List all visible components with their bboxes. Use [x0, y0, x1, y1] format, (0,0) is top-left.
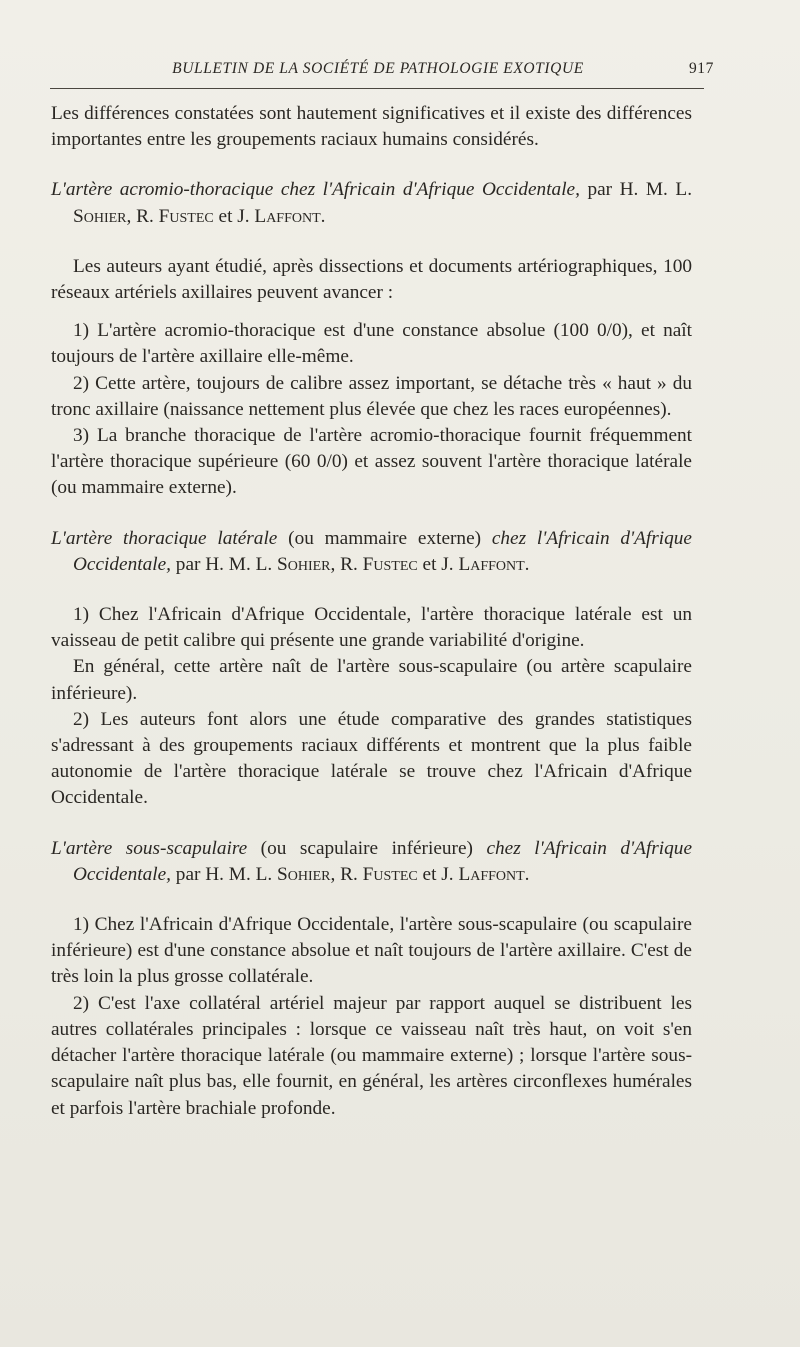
author-name: Laffont [254, 205, 321, 227]
journal-title: BULLETIN DE LA SOCIÉTÉ DE PATHOLOGIE EXOTIQUE [172, 60, 584, 77]
author-name: Sohier [277, 863, 331, 885]
article-title-aside: (ou scapulaire inférieure) [247, 837, 487, 859]
authors-prefix: par H. M. L. [170, 863, 278, 885]
author-separator: et J. [417, 863, 459, 885]
article-heading [51, 526, 692, 578]
article-heading [51, 836, 692, 888]
author-name: Fustec [158, 205, 214, 227]
paragraph: Les différences constatées sont hautement significatives et il existe des différences importantes entre les groupements raciaux humains considérés. [51, 103, 692, 151]
article-heading [51, 177, 692, 229]
author-name: Fustec [362, 553, 418, 575]
authors-prefix: par H. M. L. [170, 553, 278, 575]
author-end: . [524, 553, 530, 575]
article-title: chez l'Africain d'Afrique Occidentale, [73, 837, 692, 885]
author-name: Sohier [73, 205, 127, 227]
author-separator: , R. [330, 553, 363, 575]
author-end: . [524, 863, 530, 885]
header-rule [50, 88, 704, 89]
authors-prefix: par H. M. L. [587, 179, 693, 201]
article-title: L'artère sous-scapulaire [51, 837, 248, 859]
author-name: Laffont [458, 863, 525, 885]
article-title-aside: (ou mammaire externe) [277, 527, 492, 549]
author-separator: , R. [330, 863, 363, 885]
paragraph: 2) Les auteurs font alors une étude comparative des grandes statistiques s'adressant à des groupements raciaux différents et montrent que la plus faible autonomie de l'artère thoracique latérale se trouve chez l'Africain d'Afrique Occidentale. [51, 708, 692, 809]
author-name: Sohier [277, 553, 331, 575]
author-separator: et J. [213, 205, 255, 227]
author-end: . [320, 205, 326, 227]
article-title: L'artère thoracique latérale [51, 527, 278, 549]
paragraph: 3) La branche thoracique de l'artère acromio-thoracique fournit fréquemment l'artère thoracique supérieure (60 0/0) et assez souvent l'artère thoracique latérale (ou mammaire externe). [51, 425, 692, 499]
page-number: 917 [688, 60, 714, 77]
article-title: L'artère acromio-thoracique chez l'Africain d'Afrique Occidentale, [51, 179, 580, 201]
paragraph: 1) Chez l'Africain d'Afrique Occidentale, l'artère thoracique latérale est un vaisseau de petit calibre qui présente une grande variabilité d'origine. [51, 604, 692, 652]
page-body [51, 101, 692, 1122]
paragraph: Les auteurs ayant étudié, après dissections et documents artériographiques, 100 réseaux artériels axillaires peuvent avancer : [51, 255, 692, 304]
author-separator: et J. [417, 553, 459, 575]
author-name: Fustec [362, 863, 418, 885]
paragraph: En général, cette artère naît de l'artère sous-scapulaire (ou artère scapulaire inférieure). [51, 656, 692, 704]
author-separator: , R. [126, 205, 159, 227]
paragraph: 2) C'est l'axe collatéral artériel majeur par rapport auquel se distribuent les autres collatérales principales : lorsque ce vaisseau naît très haut, on voit s'en détacher l'artère thoracique latérale (ou mammaire externe) ; lorsque l'artère sous-scapulaire naît plus bas, elle fournit, en général, les artères circonflexes humérales et parfois l'artère brachiale profonde. [51, 992, 692, 1119]
running-header [52, 60, 714, 82]
paragraph: 2) Cette artère, toujours de calibre assez important, se détache très « haut » du tronc axillaire (naissance nettement plus élevée que chez les races européennes). [51, 372, 692, 420]
article-title: chez l'Africain d'Afrique Occidentale, [73, 527, 692, 575]
paragraph: 1) Chez l'Africain d'Afrique Occidentale, l'artère sous-scapulaire (ou scapulaire inférieure) est d'une constance absolue et naît toujours de l'artère axillaire. C'est de très loin la plus grosse collatérale. [51, 914, 692, 988]
author-name: Laffont [458, 553, 525, 575]
paragraph: 1) L'artère acromio-thoracique est d'une constance absolue (100 0/0), et naît toujours de l'artère axillaire elle-même. [51, 320, 692, 368]
